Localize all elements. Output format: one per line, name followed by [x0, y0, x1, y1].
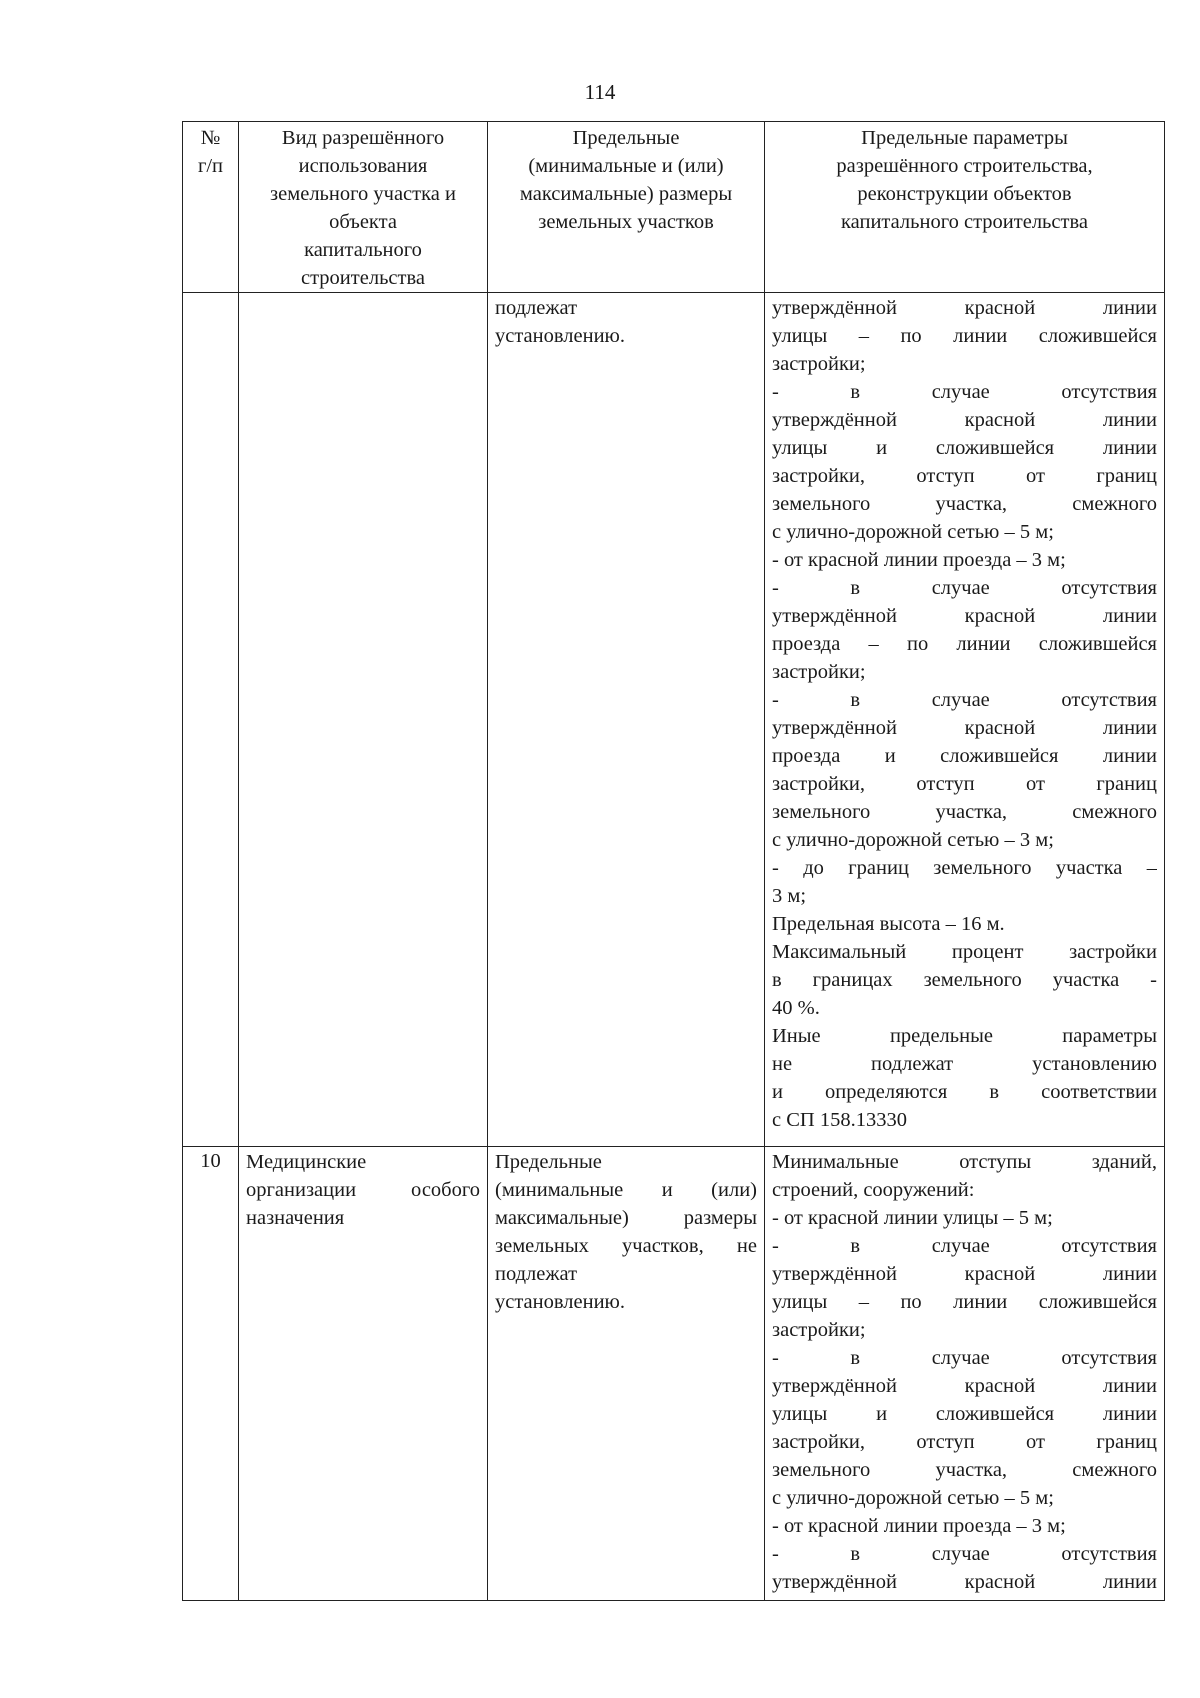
plot-size-cell — [488, 1147, 765, 1601]
params-line: утверждённой красной линии — [772, 717, 1157, 739]
params-line: Предельная высота – 16 м. — [772, 913, 1005, 935]
params-line: не подлежат установлению — [772, 1053, 1157, 1075]
header-use-line: земельного участка и — [270, 183, 456, 205]
row-number-cell: 10 — [183, 1147, 239, 1601]
use-line: назначения — [246, 1207, 345, 1229]
header-number-line: г/п — [197, 155, 224, 177]
size-line: подлежат — [495, 297, 578, 319]
params-line: застройки; — [772, 353, 866, 375]
params-line: проезда – по линии сложившейся — [772, 633, 1157, 655]
params-line: проезда и сложившейся линии — [772, 745, 1157, 767]
size-line: подлежат — [495, 1263, 578, 1285]
table-header-row — [183, 122, 1165, 293]
use-line: Медицинские — [246, 1151, 367, 1173]
params-line: улицы – по линии сложившейся — [772, 1291, 1157, 1313]
params-line: - в случае отсутствия — [772, 1347, 1157, 1369]
params-line: земельного участка, смежного — [772, 493, 1157, 515]
size-line: установлению. — [495, 325, 625, 347]
params-line: строений, сооружений: — [772, 1179, 975, 1201]
params-line: с улично-дорожной сетью – 5 м; — [772, 1487, 1054, 1509]
header-use-type — [239, 122, 488, 293]
params-line: улицы и сложившейся линии — [772, 437, 1157, 459]
header-use-line: объекта — [329, 211, 397, 233]
params-line: застройки; — [772, 1319, 866, 1341]
header-size-line: (минимальные и (или) — [528, 155, 724, 177]
size-line: (минимальные и (или) — [495, 1179, 757, 1201]
params-line: Максимальный процент застройки — [772, 941, 1157, 963]
params-line: - до границ земельного участка – — [772, 857, 1157, 879]
header-plot-size — [488, 122, 765, 293]
params-line: земельного участка, смежного — [772, 1459, 1157, 1481]
params-line: Минимальные отступы зданий, — [772, 1151, 1157, 1173]
construction-params-cell — [765, 293, 1165, 1147]
params-line: с СП 158.13330 — [772, 1109, 907, 1131]
plot-size-cell — [488, 293, 765, 1147]
params-line: в границах земельного участка - — [772, 969, 1157, 991]
params-line: с улично-дорожной сетью – 3 м; — [772, 829, 1054, 851]
params-line: - в случае отсутствия — [772, 1235, 1157, 1257]
header-size-line: максимальные) размеры — [519, 183, 733, 205]
params-line: утверждённой красной линии — [772, 297, 1157, 319]
params-line: - от красной линии улицы – 5 м; — [772, 1207, 1053, 1229]
page-number: 114 — [584, 80, 616, 104]
header-construction-params — [765, 122, 1165, 293]
header-size-line: земельных участков — [538, 211, 714, 233]
params-line: и определяются в соответствии — [772, 1081, 1157, 1103]
params-line: - от красной линии проезда – 3 м; — [772, 549, 1066, 571]
params-line: застройки, отступ от границ — [772, 1431, 1157, 1453]
params-line: - в случае отсутствия — [772, 577, 1157, 599]
header-params-line: Предельные параметры — [861, 127, 1068, 149]
use-line: организации особого — [246, 1179, 480, 1201]
params-line: Иные предельные параметры — [772, 1025, 1157, 1047]
params-line: застройки; — [772, 661, 866, 683]
size-line: Предельные — [495, 1151, 602, 1173]
params-line: земельного участка, смежного — [772, 801, 1157, 823]
params-line: 40 %. — [772, 997, 820, 1019]
header-use-line: использования — [298, 155, 428, 177]
header-params-line: разрешённого строительства, — [836, 155, 1093, 177]
params-line: - в случае отсутствия — [772, 1543, 1157, 1565]
header-use-line: капитального — [304, 239, 422, 261]
params-line: 3 м; — [772, 885, 807, 907]
params-line: улицы и сложившейся линии — [772, 1403, 1157, 1425]
params-line: улицы – по линии сложившейся — [772, 325, 1157, 347]
use-type-cell — [239, 1147, 488, 1601]
construction-params-cell — [765, 1147, 1165, 1601]
header-number-line: № — [200, 127, 221, 149]
params-line: - в случае отсутствия — [772, 689, 1157, 711]
params-line: с улично-дорожной сетью – 5 м; — [772, 521, 1054, 543]
size-line: максимальные) размеры — [495, 1207, 757, 1229]
params-line: застройки, отступ от границ — [772, 465, 1157, 487]
params-line: утверждённой красной линии — [772, 605, 1157, 627]
params-line: застройки, отступ от границ — [772, 773, 1157, 795]
size-line: установлению. — [495, 1291, 625, 1313]
params-line: утверждённой красной линии — [772, 1375, 1157, 1397]
params-line: утверждённой красной линии — [772, 409, 1157, 431]
table-row-continued — [183, 293, 1165, 1147]
table-row-10 — [183, 1147, 1165, 1601]
row-number-cell — [183, 293, 239, 1147]
header-use-line: строительства — [301, 267, 425, 289]
header-params-line: реконструкции объектов — [857, 183, 1072, 205]
header-size-line: Предельные — [572, 127, 680, 149]
params-line: утверждённой красной линии — [772, 1571, 1157, 1593]
header-params-line: капитального строительства — [841, 211, 1088, 233]
params-line: - от красной линии проезда – 3 м; — [772, 1515, 1066, 1537]
header-number — [183, 122, 239, 293]
header-use-line: Вид разрешённого — [281, 127, 445, 149]
use-type-cell — [239, 293, 488, 1147]
permitted-use-table — [182, 121, 1165, 1601]
size-line: земельных участков, не — [495, 1235, 757, 1257]
params-line: - в случае отсутствия — [772, 381, 1157, 403]
params-line: утверждённой красной линии — [772, 1263, 1157, 1285]
